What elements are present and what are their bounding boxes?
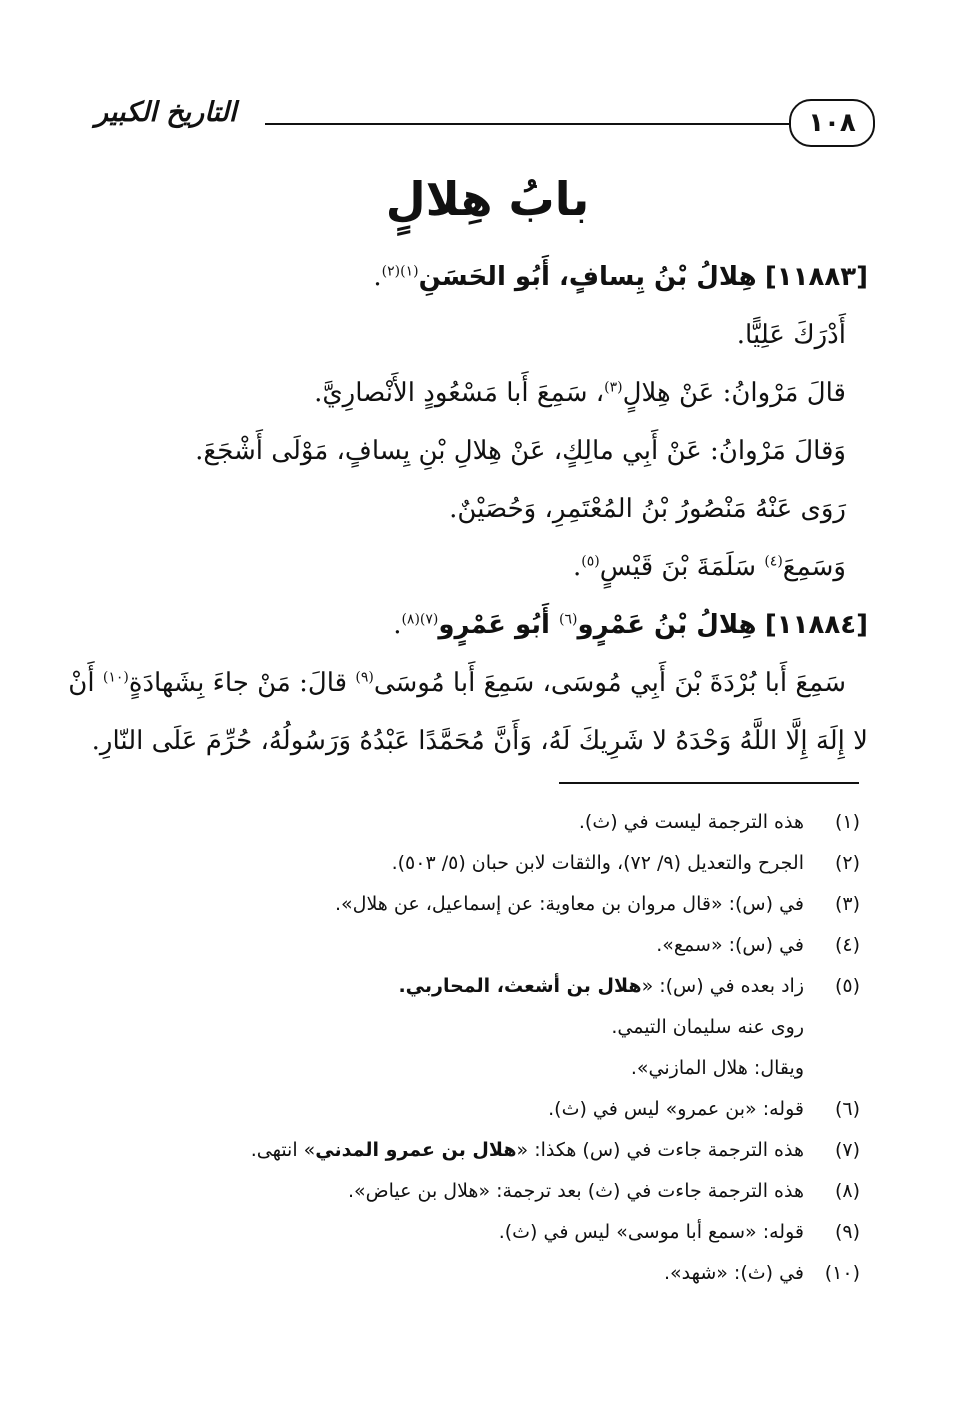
- text-end: .: [373, 262, 382, 292]
- text-line: أَدْرَكَ عَلِيًّا.: [736, 320, 846, 350]
- footnote-continuation: روى عنه سليمان التيمي.: [611, 1016, 804, 1038]
- footnote-marker: (٣): [604, 379, 623, 396]
- text-segment: أَنْ: [68, 668, 103, 698]
- footnote-bold: هلال بن عمرو المدني: [315, 1139, 517, 1161]
- footnote: [90, 1130, 860, 1171]
- footnote-marker: (١)(٢): [381, 263, 419, 280]
- entry-name: هِلالُ بْنُ يِسافٍ، أَبُو الحَسَنِ: [418, 262, 757, 292]
- text-line: [88, 538, 868, 596]
- entry-heading-11884: [88, 596, 868, 654]
- footnote-text-part: هذه الترجمة جاءت في (س) هكذا: «: [516, 1139, 804, 1161]
- entry-kunya: أَبُو عَمْرٍو: [438, 610, 559, 640]
- header-rule: [265, 123, 825, 125]
- text-line: رَوَى عَنْهُ مَنْصُورُ بْنُ المُعْتَمِرِ، وَحُصَيْنٌ.: [449, 494, 846, 524]
- book-title: التاريخ الكبير: [95, 97, 237, 128]
- text-segment: ، سَمِعَ أَبا مَسْعُودٍ الأَنْصارِيَّ.: [314, 378, 605, 408]
- text-segment: سَلَمَةَ بْنَ قَيْسٍ: [599, 552, 765, 582]
- footnote-separator: [559, 782, 859, 784]
- text-line: [88, 364, 868, 422]
- footnote-number: (٧): [834, 1139, 860, 1161]
- footnote-number: (١): [834, 811, 860, 833]
- footnote: [90, 1212, 860, 1253]
- entry-number: [١١٨٨٣]: [764, 262, 868, 292]
- footnote: [90, 1171, 860, 1212]
- text-segment: قالَ مَرْوانُ: عَنْ هِلالٍ: [622, 378, 846, 408]
- footnote-number: (٣): [834, 893, 860, 915]
- footnote-continuation: ويقال: هلال المازني».: [630, 1057, 804, 1079]
- text-line: وَقالَ مَرْوانُ: عَنْ أَبِي مالِكٍ، عَنْ هِلالِ بْنِ يِسافٍ، مَوْلَى أَشْجَعَ.: [195, 436, 846, 466]
- footnote-number: (٩): [834, 1221, 860, 1243]
- footnote: [90, 884, 860, 925]
- footnote-text: هذه الترجمة ليست في (ث).: [578, 811, 804, 833]
- footnote: [90, 1253, 860, 1294]
- footnote-text: في (س): «قال مروان بن معاوية: عن إسماعيل، عن هلال».: [335, 893, 804, 915]
- footnotes: [90, 802, 860, 1294]
- footnote: [90, 925, 860, 966]
- chapter-title: بابُ هِلالٍ: [385, 172, 590, 226]
- footnote-marker: (٥): [581, 553, 600, 570]
- main-text: [68, 248, 868, 770]
- footnote: [90, 1089, 860, 1130]
- footnote-marker: (١٠): [102, 669, 129, 686]
- text-segment: .: [572, 552, 582, 582]
- text-segment: وَسَمِعَ: [782, 552, 846, 582]
- footnote-text: [398, 966, 804, 1007]
- entry-heading-11883: [88, 248, 868, 306]
- footnote-number: (٨): [834, 1180, 860, 1202]
- running-header: [95, 95, 875, 155]
- footnote-text: في (ث): «شهد».: [663, 1262, 804, 1284]
- text-segment: سَمِعَ أَبا بُرْدَةَ بْنَ أَبِي مُوسَى، سَمِعَ أَبا مُوسَى: [373, 668, 846, 698]
- footnote-marker: (٤): [764, 553, 783, 570]
- footnote: [90, 802, 860, 843]
- footnote-text: قوله: «سمع أبا موسى» ليس في (ث).: [498, 1221, 804, 1243]
- footnote-text: الجرح والتعديل (٩/ ٧٢)، والثقات لابن حبان (٥/ ٥٠٣).: [391, 852, 804, 874]
- footnote-text-part: » انتهى.: [250, 1139, 316, 1161]
- footnote-number: (٤): [834, 934, 860, 956]
- footnote: [90, 843, 860, 884]
- footnote-marker: (٦): [559, 611, 578, 628]
- text-segment: قالَ: مَنْ جاءَ بِشَهادَةٍ: [128, 668, 356, 698]
- footnote-number: (١٠): [824, 1262, 860, 1284]
- footnote-marker: (٩): [355, 669, 374, 686]
- footnote-number: (٦): [834, 1098, 860, 1120]
- text-line: لا إِلَهَ إِلَّا اللَّهُ وَحْدَهُ لا شَرِيكَ لَهُ، وَأَنَّ مُحَمَّدًا عَبْدُهُ وَرَسُولُهُ، حُرِّمَ عَلَى النّارِ.: [91, 726, 868, 756]
- footnote-text: قوله: «بن عمرو» ليس في (ث).: [548, 1098, 804, 1120]
- footnote-number: (٥): [834, 975, 860, 997]
- footnote-bold: هلال بن أشعث، المحاربي.: [398, 975, 642, 997]
- footnote-marker: (٧)(٨): [401, 611, 439, 628]
- footnote: [90, 966, 860, 1007]
- text-line: [68, 654, 868, 712]
- footnote-text: [251, 1130, 804, 1171]
- entry-name: هِلالُ بْنُ عَمْرٍو: [577, 610, 757, 640]
- footnote-text: هذه الترجمة جاءت في (ث) بعد ترجمة: «هلال بن عياض».: [347, 1180, 804, 1202]
- page-number: ١٠٨: [789, 99, 875, 147]
- footnote-text: في (س): «سمع».: [656, 934, 804, 956]
- footnote-number: (٢): [834, 852, 860, 874]
- footnote-text-part: زاد بعده في (س): «: [641, 975, 804, 997]
- text-end: .: [393, 610, 402, 640]
- entry-number: [١١٨٨٤]: [764, 610, 868, 640]
